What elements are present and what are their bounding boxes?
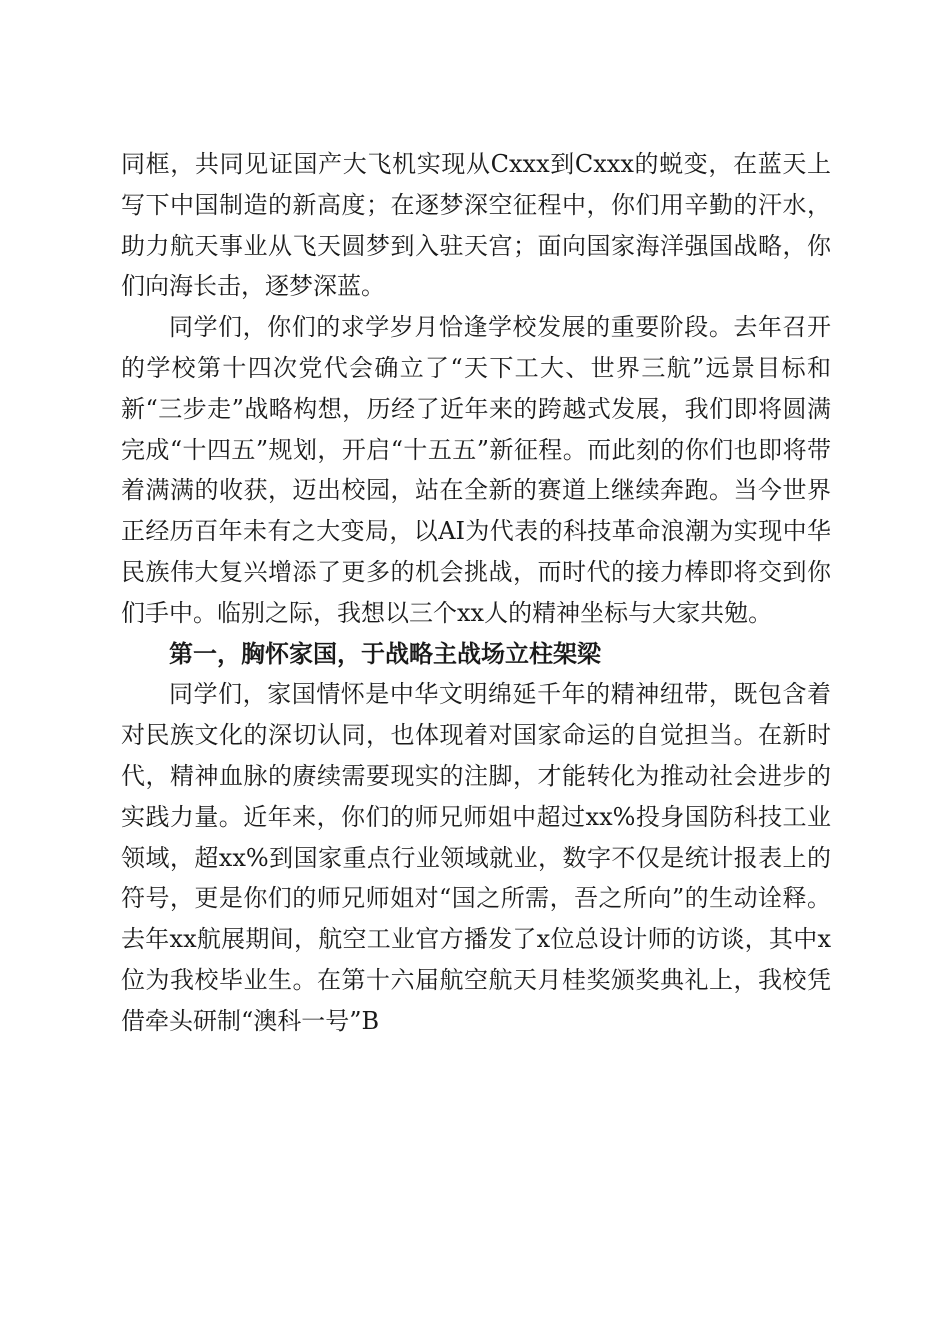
paragraph-school-development: 同学们，你们的求学岁月恰逢学校发展的重要阶段。去年召开的学校第十四次党代会确立了“天下工大、世界三航”远景目标和新“三步走”战略构想，历经了近年来的跨越式发展，我们即将圆满完成“十四五”规划，开启“十五五”新征程。而此刻的你们也即将带着满满的收获，迈出校园，站在全新的赛道上继续奔跑。当今世界正经历百年未有之大变局，以AI为代表的科技革命浪潮为实现中华民族伟大复兴增添了更多的机会挑战，而时代的接力棒即将交到你们手中。临别之际，我想以三个xx人的精神坐标与大家共勉。 xyxy=(121,313,831,627)
document-body xyxy=(121,144,831,1042)
paragraph-patriotism: 同学们，家国情怀是中华文明绵延千年的精神纽带，既包含着对民族文化的深切认同，也体现着对国家命运的自觉担当。在新时代，精神血脉的赓续需要现实的注脚，才能转化为推动社会进步的实践力量。近年来，你们的师兄师姐中超过xx%投身国防科技工业领域，超xx%到国家重点行业领域就业，数字不仅是统计报表上的符号，更是你们的师兄师姐对“国之所需，吾之所向”的生动诠释。去年xx航展期间，航空工业官方播发了x位总设计师的访谈，其中x位为我校毕业生。在第十六届航空航天月桂奖颁奖典礼上，我校凭借牵头研制“澳科一号”B xyxy=(121,680,831,1035)
section-heading-first: 第一，胸怀家国，于战略主战场立柱架梁 xyxy=(169,638,601,668)
paragraph-continuation: 同框，共同见证国产大飞机实现从Cxxx到Cxxx的蜕变，在蓝天上写下中国制造的新高度；在逐梦深空征程中，你们用辛勤的汗水，助力航天事业从飞天圆梦到入驻天宫；面向国家海洋强国战略，你们向海长击，逐梦深蓝。 xyxy=(121,150,831,301)
